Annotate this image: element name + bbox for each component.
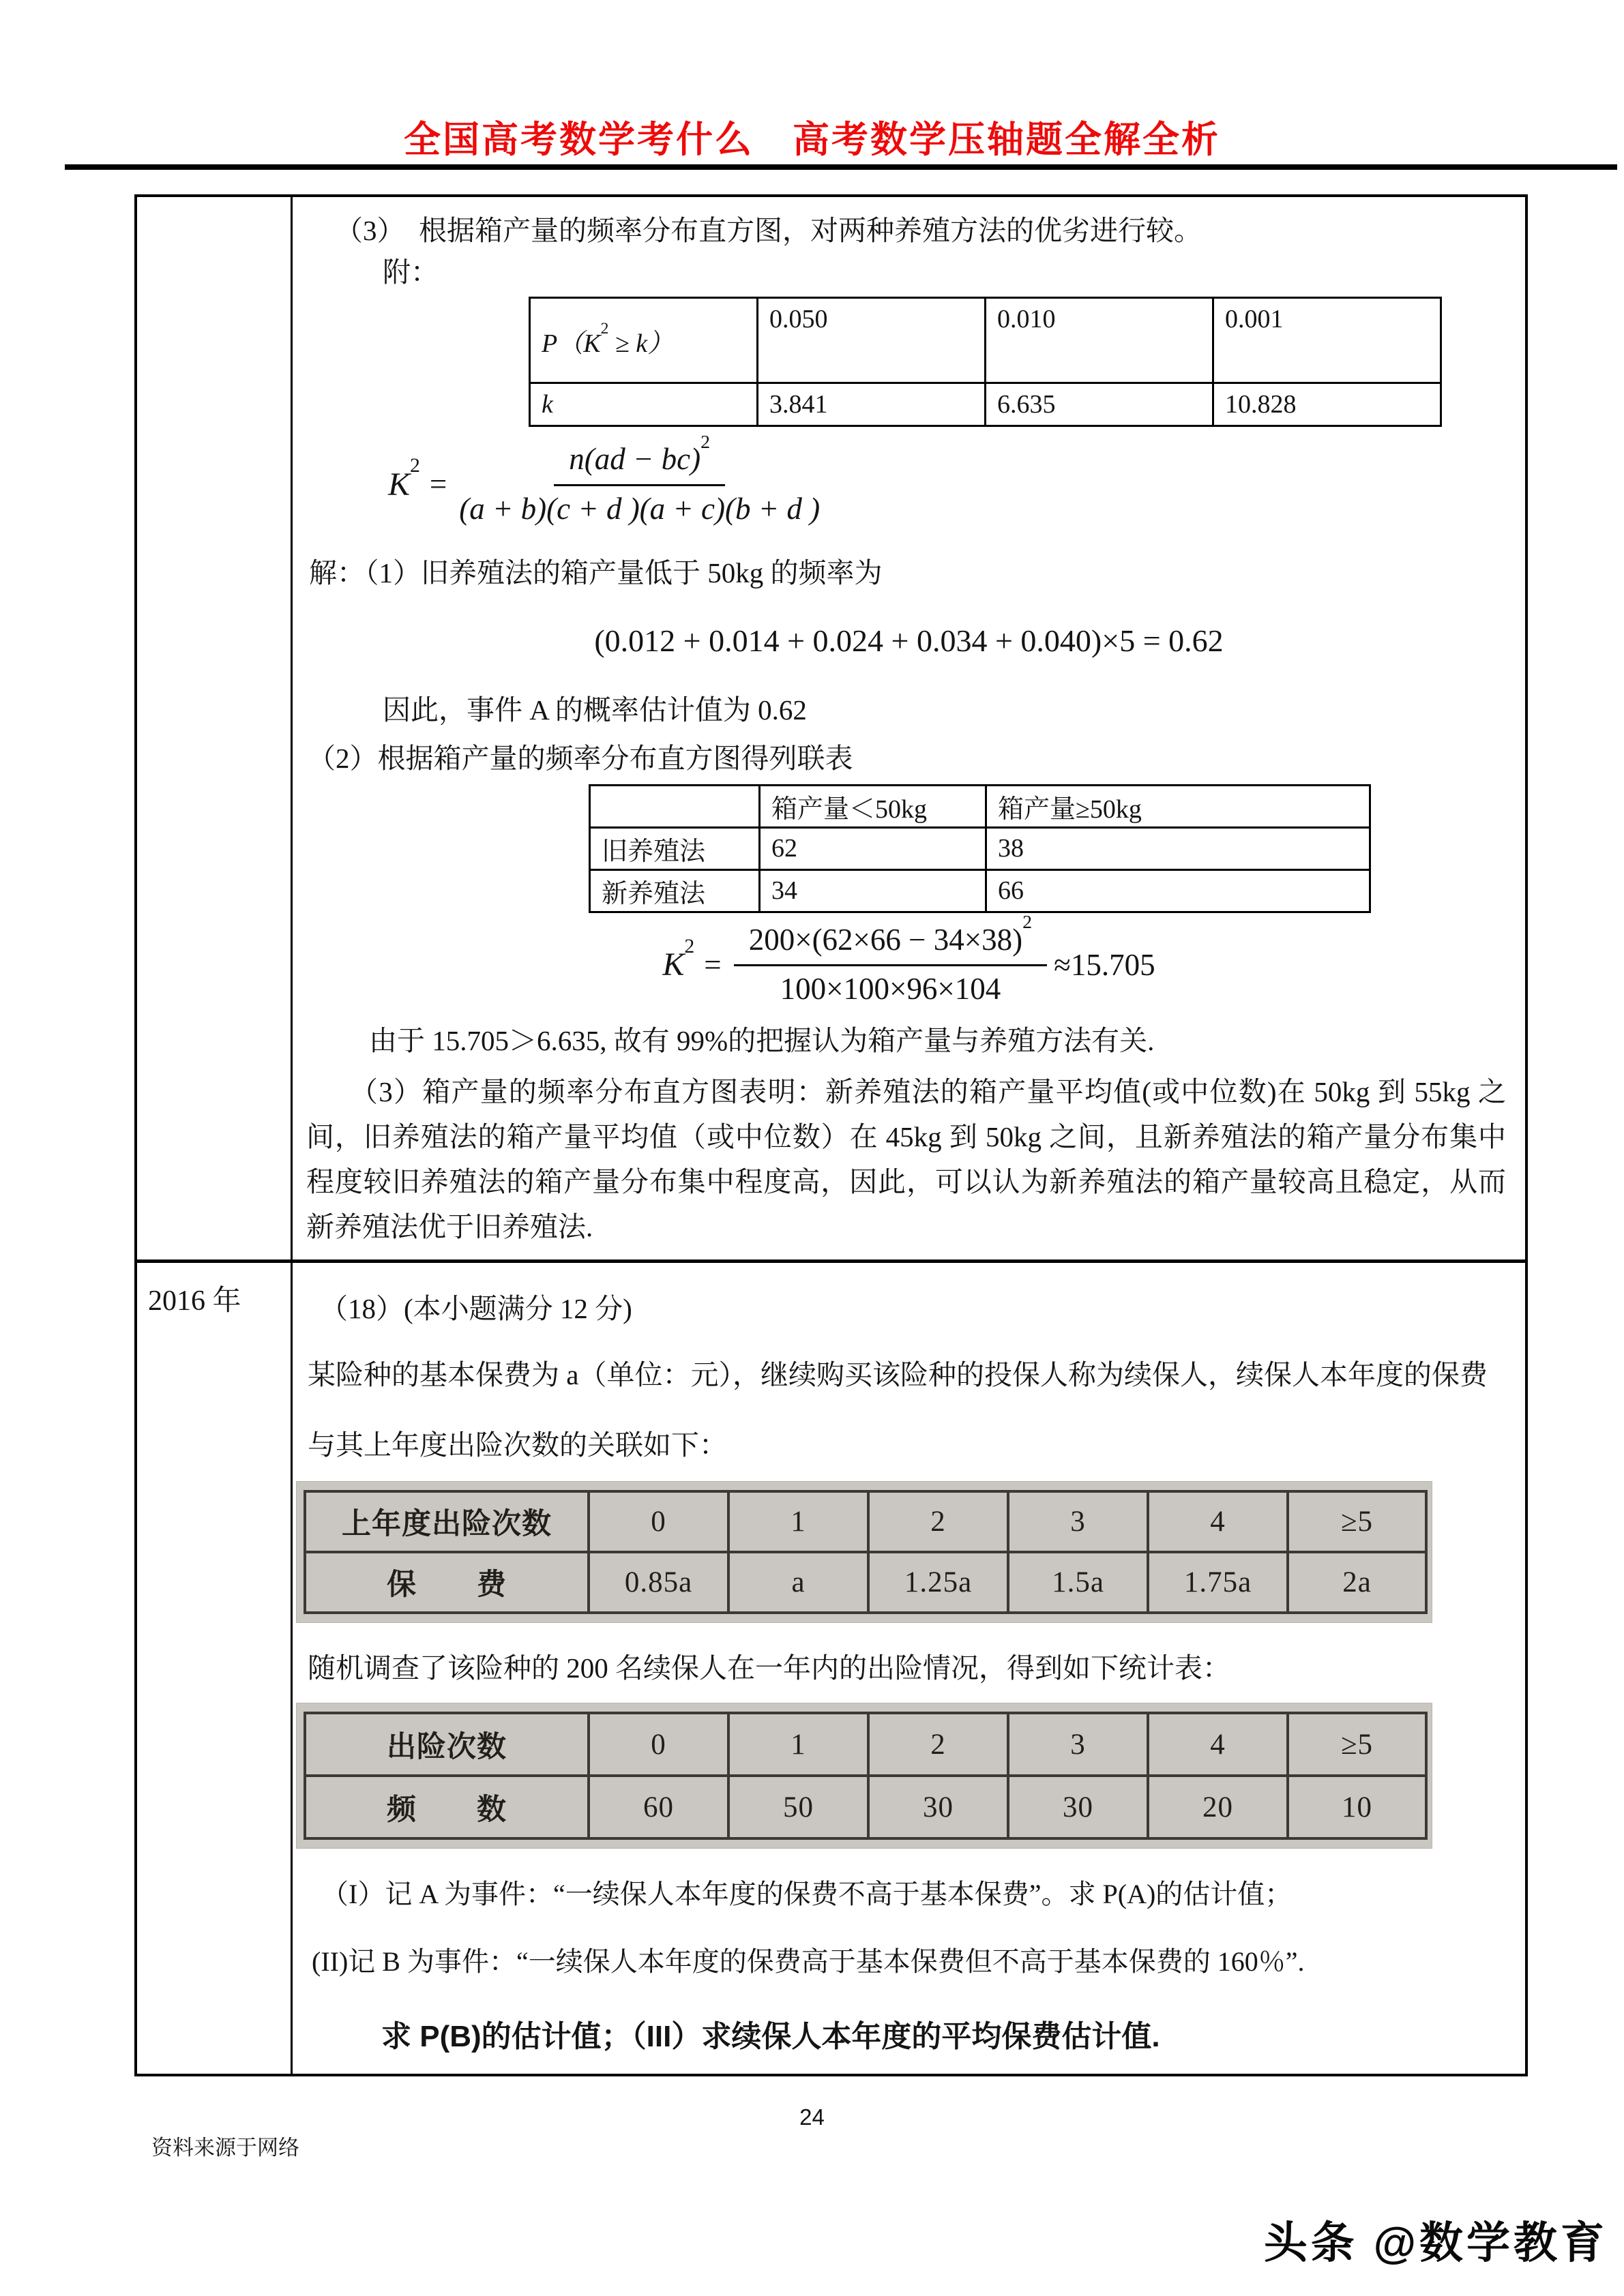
table-row bbox=[590, 785, 1370, 827]
critical-table-header-cell bbox=[530, 298, 758, 383]
page-title: 全国高考数学考什么 高考数学压轴题全解全析 bbox=[404, 119, 1220, 160]
fraction-numerator: n(ad − bc)$^2$ bbox=[554, 442, 725, 486]
question-part1-line: （I）记 A 为事件：“一续保人本年度的保费不高于基本保费”。求 P(A)的估计值； bbox=[321, 1879, 1293, 1909]
claims-count-cell: 4 bbox=[1148, 1713, 1288, 1776]
k-value-cell: 6.635 bbox=[986, 383, 1213, 426]
row-label-cell: 新养殖法 bbox=[590, 869, 760, 912]
fraction-denominator: (a + b)(c + d )(a + c)(b + d ) bbox=[459, 491, 821, 526]
premium-value-cell: 0.85a bbox=[589, 1552, 728, 1613]
frequency-value-cell: 30 bbox=[868, 1776, 1008, 1838]
claims-count-cell: 4 bbox=[1148, 1491, 1288, 1552]
question-part3-bold-line: 求 P(B)的估计值；（III）求续保人本年度的平均保费估计值. bbox=[381, 2020, 1160, 2053]
claims-count-cell: ≥5 bbox=[1288, 1713, 1426, 1776]
fraction bbox=[734, 912, 1047, 1008]
claims-count-cell: 3 bbox=[1008, 1713, 1148, 1776]
frequency-value-cell: 10 bbox=[1288, 1776, 1426, 1838]
solution-step2-line: （2）根据箱产量的频率分布直方图得列联表 bbox=[308, 742, 853, 774]
equals-sign: = bbox=[429, 467, 447, 502]
fraction bbox=[459, 431, 821, 527]
frequency-value-cell: 50 bbox=[728, 1776, 868, 1838]
premium-value-cell: a bbox=[728, 1552, 868, 1613]
p-k2-sup: 2 bbox=[600, 319, 609, 338]
k-label-cell: k bbox=[530, 383, 758, 426]
appendix-label: 附： bbox=[383, 256, 439, 288]
row-label-cell: 频 数 bbox=[305, 1776, 589, 1838]
watermark-toutiao: 头条 @数学教育 bbox=[1263, 2218, 1608, 2267]
approx-result: ≈15.705 bbox=[1054, 947, 1155, 982]
table-row bbox=[530, 298, 1441, 383]
row-label-cell: 出险次数 bbox=[305, 1713, 589, 1776]
value-cell: 38 bbox=[986, 827, 1370, 869]
formula-lhs: $K^2$ bbox=[388, 454, 420, 503]
year-cell-empty bbox=[137, 197, 293, 1259]
claims-count-cell: 1 bbox=[728, 1713, 868, 1776]
premium-value-cell: 1.75a bbox=[1148, 1552, 1288, 1613]
claims-count-cell: 3 bbox=[1008, 1491, 1148, 1552]
k-value-cell: 10.828 bbox=[1213, 383, 1441, 426]
table-row bbox=[305, 1713, 1426, 1776]
frequency-value-cell: 30 bbox=[1008, 1776, 1148, 1838]
k2-calculation-formula bbox=[293, 912, 1525, 1008]
main-solution-table bbox=[134, 194, 1528, 2076]
header-divider-rule bbox=[65, 164, 1617, 170]
table-row bbox=[305, 1776, 1426, 1838]
frequency-value-cell: 60 bbox=[589, 1776, 728, 1838]
p-value-cell: 0.050 bbox=[758, 298, 986, 383]
problem-intro-line2: 与其上年度出险次数的关联如下： bbox=[308, 1429, 727, 1461]
significance-conclusion: 由于 15.705＞6.635, 故有 99%的把握认为箱产量与养殖方法有关. bbox=[369, 1025, 1155, 1056]
frequency-table-scan bbox=[297, 1703, 1432, 1848]
formula-lhs: $K^2$ bbox=[662, 934, 695, 983]
solution-step3-paragraph: （3）箱产量的频率分布直方图表明：新养殖法的箱产量平均值(或中位数)在 50kg 到 55kg 之间，旧养殖法的箱产量平均值（或中位数）在 45kg 到 50kg 之间，且新养殖法的箱产量分布集中程度较旧养殖法的箱产量分布集中程度高，因此，可以认为新养殖法的箱产量较高且稳定，从而新养殖法优于旧养殖法. bbox=[306, 1076, 1506, 1242]
contingency-table bbox=[589, 784, 1371, 913]
frequency-table bbox=[304, 1712, 1428, 1840]
empty-corner-cell bbox=[590, 785, 760, 827]
survey-line: 随机调查了该险种的 200 名续保人在一年内的出险情况，得到如下统计表： bbox=[308, 1652, 1230, 1684]
formula-text: (0.012 + 0.014 + 0.024 + 0.034 + 0.040)×5 = 0.62 bbox=[594, 623, 1224, 658]
p-value-cell: 0.010 bbox=[986, 298, 1213, 383]
source-note: 资料来源于网络 bbox=[151, 2136, 299, 2160]
claims-count-cell: 0 bbox=[589, 1713, 728, 1776]
problem-18-heading: （18）(本小题满分 12 分) bbox=[320, 1293, 632, 1324]
table-row bbox=[305, 1491, 1426, 1552]
premium-value-cell: 1.25a bbox=[868, 1552, 1008, 1613]
column-header-cell: 箱产量≥50kg bbox=[986, 785, 1370, 827]
page-number: 24 bbox=[799, 2104, 825, 2130]
p-k2-suffix: ≥ k） bbox=[608, 329, 674, 358]
column-header-cell: 箱产量＜50kg bbox=[760, 785, 986, 827]
question-part2-line: (II)记 B 为事件：“一续保人本年度的保费高于基本保费但不高于基本保费的 160％”. bbox=[312, 1946, 1305, 1977]
k2-definition-formula bbox=[388, 431, 1525, 527]
premium-value-cell: 1.5a bbox=[1008, 1552, 1148, 1613]
frequency-value-cell: 20 bbox=[1148, 1776, 1288, 1838]
fraction-denominator: 100×100×96×104 bbox=[780, 972, 1001, 1007]
premium-value-cell: 2a bbox=[1288, 1552, 1426, 1613]
equals-sign: = bbox=[704, 947, 722, 982]
value-cell: 62 bbox=[760, 827, 986, 869]
frequency-sum-formula bbox=[293, 623, 1525, 659]
claims-count-cell: 1 bbox=[728, 1491, 868, 1552]
problem-intro-line1: 某险种的基本保费为 a（单位：元），继续购买该险种的投保人称为续保人，续保人本年度的保费 bbox=[308, 1359, 1488, 1390]
critical-value-table bbox=[529, 297, 1442, 427]
claims-count-cell: 2 bbox=[868, 1713, 1008, 1776]
table-row bbox=[590, 869, 1370, 912]
claims-count-cell: 0 bbox=[589, 1491, 728, 1552]
problem-2016-cell bbox=[293, 1259, 1525, 2074]
solution-2017-cell bbox=[293, 197, 1525, 1259]
claims-count-cell: ≥5 bbox=[1288, 1491, 1426, 1552]
p-k2-prefix: P（K bbox=[542, 329, 601, 358]
question-part3-line: （3） 根据箱产量的频率分布直方图，对两种养殖方法的优劣进行较。 bbox=[335, 215, 1202, 246]
year-cell-2016 bbox=[137, 1259, 293, 2074]
fraction-numerator: $200\times(62\times 66 - 34\times 38)^2$ bbox=[734, 923, 1047, 967]
event-a-conclusion: 因此，事件 A 的概率估计值为 0.62 bbox=[383, 694, 807, 726]
table-row bbox=[530, 383, 1441, 426]
solution-step1-line: 解：（1）旧养殖法的箱产量低于 50kg 的频率为 bbox=[309, 556, 883, 588]
premium-table-scan bbox=[297, 1482, 1432, 1622]
table-row bbox=[305, 1552, 1426, 1613]
premium-table bbox=[304, 1490, 1428, 1614]
value-cell: 34 bbox=[760, 869, 986, 912]
row-label-cell: 上年度出险次数 bbox=[305, 1491, 589, 1552]
claims-count-cell: 2 bbox=[868, 1491, 1008, 1552]
row-label-cell: 保 费 bbox=[305, 1552, 589, 1613]
value-cell: 66 bbox=[986, 869, 1370, 912]
p-value-cell: 0.001 bbox=[1213, 298, 1441, 383]
table-row bbox=[590, 827, 1370, 869]
k-value-cell: 3.841 bbox=[758, 383, 986, 426]
row-label-cell: 旧养殖法 bbox=[590, 827, 760, 869]
year-label: 2016 年 bbox=[148, 1285, 241, 1317]
